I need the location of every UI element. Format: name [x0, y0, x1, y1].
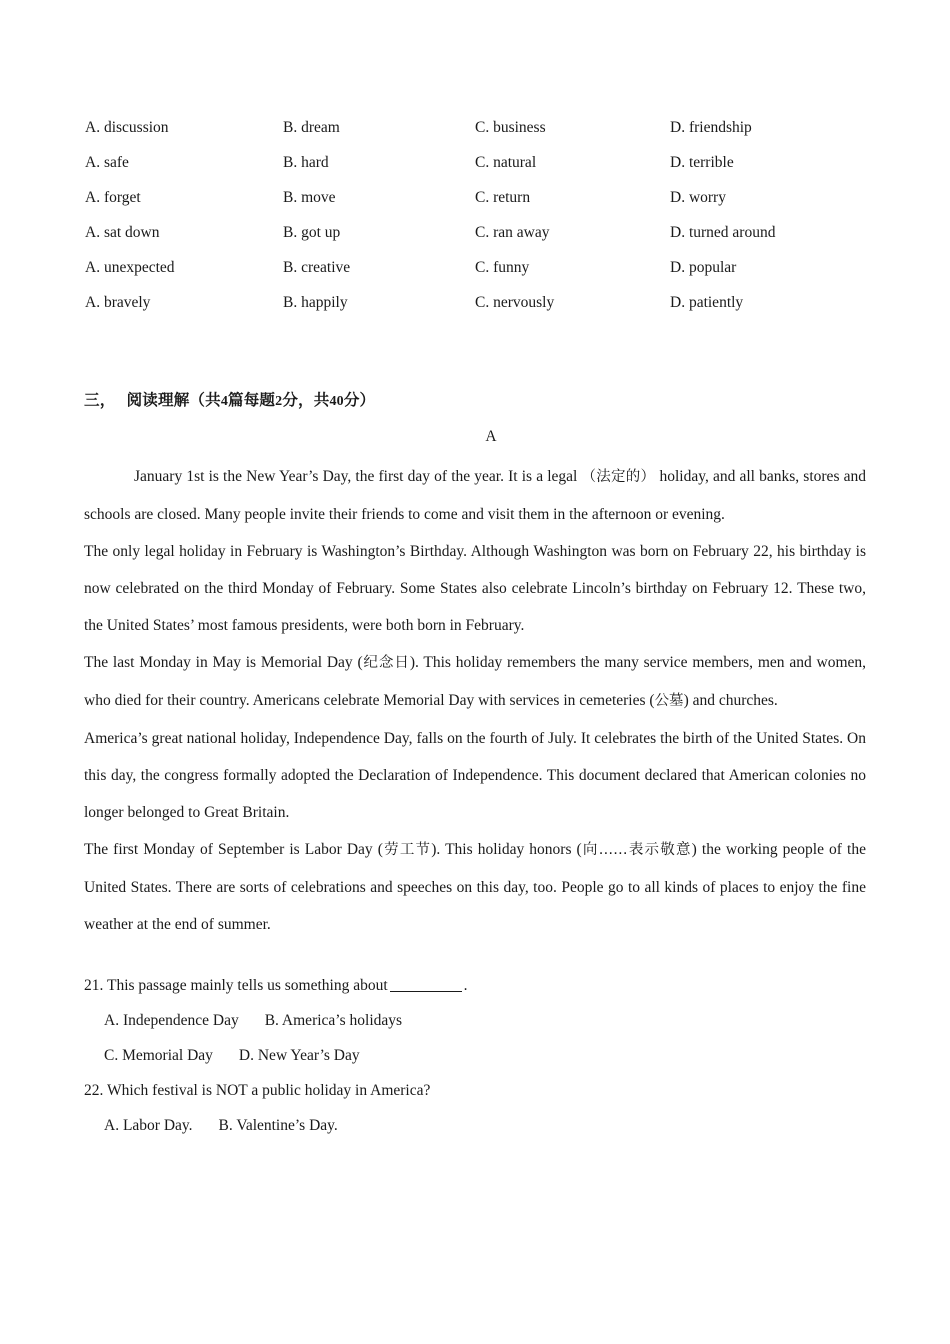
chinese-gloss: 向……表示敬意: [581, 842, 692, 858]
passage-paragraph: [84, 720, 866, 831]
passage-paragraph: [84, 644, 866, 720]
cloze-option-a: A. discussion: [85, 119, 169, 136]
passage-text-run: ) and churches.: [683, 692, 778, 709]
question-21: [84, 968, 866, 1073]
section-heading-per-score: 2: [275, 394, 283, 409]
section-heading-mid: 篇每题: [228, 391, 276, 409]
question-options-line: [84, 1108, 866, 1143]
cloze-option-d: D. turned around: [670, 224, 776, 241]
cloze-option-a: A. sat down: [85, 224, 160, 241]
passage-text-run: holiday, and all banks, stores and schools are closed. Many people invite their friends to come and visit them in the afternoon or evening.: [84, 468, 866, 523]
section-heading-total-score: 40: [329, 394, 344, 409]
cloze-option-d: D. patiently: [670, 294, 744, 311]
section-heading-title: 阅读理解: [126, 391, 190, 409]
cloze-row: [0, 110, 950, 145]
section-heading-number: 三，: [84, 391, 116, 409]
cloze-option-b: B. creative: [283, 259, 351, 276]
section-heading-mid2: 分，共: [282, 391, 330, 409]
passage-text-run: ) the working people of the United States. There are sorts of celebrations and speeches on this day, too. People go to all kinds of places to enjoy the fine weather at the end of summer.: [84, 841, 866, 933]
section-heading-score-open: （共: [189, 391, 221, 409]
question-stem: [84, 1073, 866, 1108]
cloze-row: [0, 145, 950, 180]
passage-text-run: America’s great national holiday, Independence Day, falls on the fourth of July. It celebrates the birth of the United States. On this day, the congress formally adopted the Declaration of Independence. This document declared that American colonies no longer belonged to Great Britain.: [84, 730, 866, 821]
cloze-option-a: A. forget: [85, 189, 141, 206]
question-option[interactable]: A. Independence Day: [104, 1012, 239, 1029]
question-option[interactable]: B. America’s holidays: [264, 1012, 403, 1029]
cloze-option-d: D. terrible: [670, 154, 734, 171]
section-heading-close: 分）: [343, 391, 376, 409]
question-options-line: [84, 1003, 866, 1038]
cloze-option-d: D. worry: [670, 189, 726, 206]
passage-paragraph: [84, 533, 866, 644]
cloze-option-c: C. business: [475, 119, 546, 136]
passage-body: [84, 458, 866, 943]
cloze-option-c: C. natural: [475, 154, 537, 171]
question-option[interactable]: B. Valentine’s Day.: [218, 1117, 338, 1134]
question-stem-text: 21. This passage mainly tells us something about: [84, 977, 388, 994]
passage-paragraph: [84, 831, 866, 943]
cloze-option-c: C. nervously: [475, 294, 555, 311]
passage-text-run: ). This holiday remembers the many service members, men and women, who died for their country. Americans celebrate Memorial Day with services in cemeteries (: [84, 654, 867, 709]
cloze-option-a: A. unexpected: [85, 259, 175, 276]
cloze-options-block: [0, 110, 950, 320]
cloze-option-d: D. popular: [670, 259, 737, 276]
cloze-row: [0, 180, 950, 215]
section-heading: [84, 388, 375, 410]
question-22: [84, 1073, 866, 1143]
question-options-line: [84, 1038, 866, 1073]
cloze-option-b: B. hard: [283, 154, 329, 171]
passage-text-run: ). This holiday honors (: [431, 841, 582, 858]
cloze-option-b: B. happily: [283, 294, 348, 311]
chinese-gloss: 纪念日: [362, 655, 410, 671]
cloze-row: [0, 285, 950, 320]
question-stem-tail: .: [463, 977, 468, 994]
chinese-gloss: 劳工节: [382, 842, 432, 858]
cloze-option-a: A. bravely: [85, 294, 151, 311]
cloze-option-c: C. return: [475, 189, 531, 206]
cloze-option-d: D. friendship: [670, 119, 752, 136]
cloze-row: [0, 250, 950, 285]
chinese-gloss: （法定的）: [581, 469, 656, 485]
passage-text-run: The last Monday in May is Memorial Day (: [84, 654, 363, 671]
answer-blank[interactable]: [390, 991, 462, 992]
section-heading-count: 4: [220, 394, 229, 409]
passage-label: [0, 428, 950, 446]
chinese-gloss: 公墓: [654, 693, 684, 709]
passage-text-run: January 1st is the New Year’s Day, the first day of the year. It is a legal: [134, 468, 582, 485]
cloze-option-c: C. funny: [475, 259, 530, 276]
cloze-row: [0, 215, 950, 250]
question-stem: [84, 968, 866, 1003]
passage-label-text: A: [485, 428, 497, 445]
cloze-option-c: C. ran away: [475, 224, 550, 241]
cloze-option-b: B. dream: [283, 119, 340, 136]
question-option[interactable]: D. New Year’s Day: [238, 1047, 360, 1064]
cloze-option-a: A. safe: [85, 154, 129, 171]
question-option[interactable]: C. Memorial Day: [104, 1047, 213, 1064]
passage-text-run: The only legal holiday in February is Washington’s Birthday. Although Washington was born on February 22, his birthday is now celebrated on the third Monday of February. Some States also celebrate Lincoln’s birthday on February 12. These two, the United States’ most famous presidents, were both born in February.: [84, 543, 866, 634]
passage-paragraph: [84, 458, 866, 533]
question-stem-text: 22. Which festival is NOT a public holiday in America?: [84, 1082, 431, 1099]
passage-text-run: The first Monday of September is Labor Day (: [84, 841, 383, 858]
cloze-option-b: B. move: [283, 189, 336, 206]
questions-block: [84, 968, 866, 1143]
cloze-option-b: B. got up: [283, 224, 341, 241]
question-option[interactable]: A. Labor Day.: [104, 1117, 193, 1134]
